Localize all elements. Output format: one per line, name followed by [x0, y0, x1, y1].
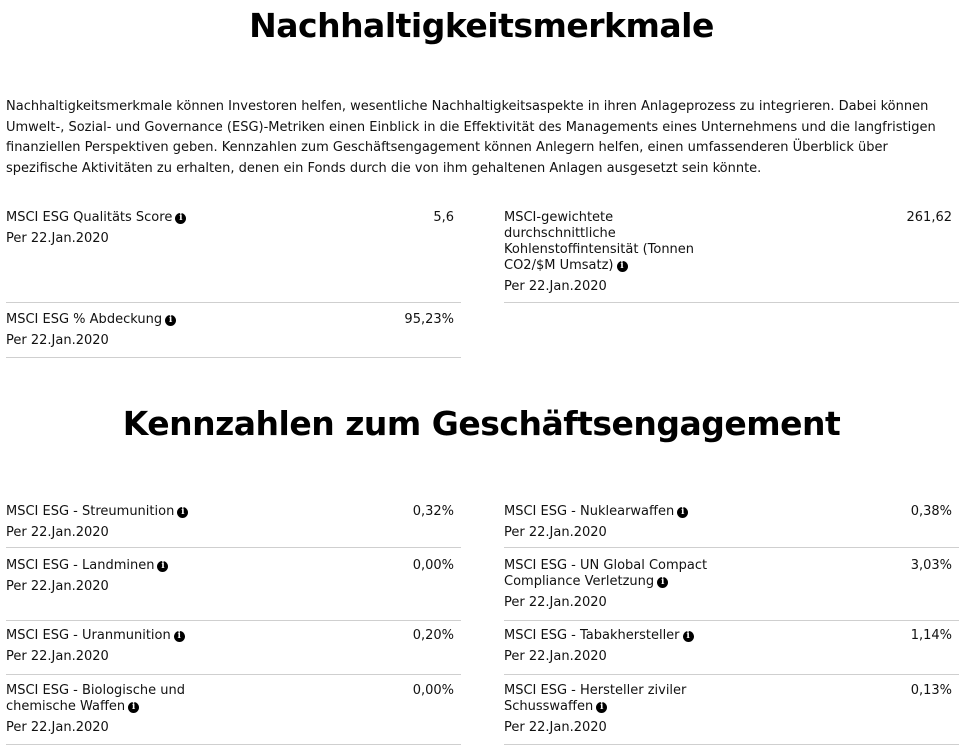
metric-carbon-intensity [504, 210, 959, 303]
metric-civilian-firearms [504, 683, 959, 745]
metric-date: Per 22.Jan.2020 [6, 525, 109, 540]
info-icon[interactable]: i [174, 631, 185, 642]
metric-value: 0,38% [910, 504, 952, 519]
intro-paragraph: Nachhaltigkeitsmerkmale können Investoren helfen, wesentliche Nachhaltigkeitsaspekte in ihren Anlageprozess zu integrieren. Dabei können Umwelt-, Sozial- und Governance (ESG)-Metriken einen Einblick in die Effektivität des Managements eines Unternehmens und die langfristigen finanziellen Perspektiven geben. Kennzahlen zum Geschäftsengagement können Anlegern helfen, einen umfassenderen Überblick über spezifische Aktivitäten zu erhalten, denen ein Fonds durch die von ihm gehaltenen Anlagen ausgesetzt sein könnte. [6, 99, 936, 176]
metric-value: 3,03% [910, 558, 952, 573]
metric-date: Per 22.Jan.2020 [504, 595, 607, 610]
info-icon[interactable]: i [128, 702, 139, 713]
metric-label: MSCI-gewichtete durchschnittliche Kohlenstoffintensität (Tonnen CO2/$M Umsatz) [504, 210, 695, 273]
info-icon[interactable]: i [596, 702, 607, 713]
info-icon[interactable]: i [683, 631, 694, 642]
metric-cluster-munitions [6, 504, 461, 548]
metric-label: MSCI ESG - Tabakhersteller [504, 628, 680, 643]
metric-label: MSCI ESG Qualitäts Score [6, 210, 173, 225]
metric-date: Per 22.Jan.2020 [6, 720, 109, 735]
metric-value: 0,32% [412, 504, 454, 519]
metric-label: MSCI ESG - Nuklearwaffen [504, 504, 675, 519]
metric-ungc-violation [504, 558, 959, 621]
metric-value: 0,20% [412, 628, 454, 643]
metric-label: MSCI ESG - Hersteller ziviler Schusswaffen [504, 683, 687, 714]
metric-value: 0,13% [910, 683, 952, 698]
metric-date: Per 22.Jan.2020 [6, 579, 109, 594]
metric-label: MSCI ESG % Abdeckung [6, 312, 163, 327]
metric-tobacco [504, 628, 959, 675]
info-icon[interactable]: i [177, 507, 188, 518]
metric-coverage [6, 312, 461, 358]
info-icon[interactable]: i [175, 213, 186, 224]
metric-value: 1,14% [910, 628, 952, 643]
metric-date: Per 22.Jan.2020 [504, 279, 607, 294]
metric-value: 95,23% [404, 312, 454, 327]
info-icon[interactable]: i [617, 261, 628, 272]
info-icon[interactable]: i [657, 577, 668, 588]
metric-label: MSCI ESG - Biologische und chemische Waffen [6, 683, 185, 714]
metric-label: MSCI ESG - UN Global Compact Compliance Verletzung [504, 558, 708, 589]
info-icon[interactable]: i [677, 507, 688, 518]
info-icon[interactable]: i [157, 561, 168, 572]
metric-label: MSCI ESG - Streumunition [6, 504, 175, 519]
metric-bio-chem-weapons [6, 683, 461, 745]
info-icon[interactable]: i [165, 315, 176, 326]
metric-value: 0,00% [412, 558, 454, 573]
metric-date: Per 22.Jan.2020 [504, 649, 607, 664]
metric-date: Per 22.Jan.2020 [504, 525, 607, 540]
metric-date: Per 22.Jan.2020 [6, 649, 109, 664]
metric-depleted-uranium [6, 628, 461, 675]
metric-value: 5,6 [433, 210, 454, 225]
metric-nuclear-weapons [504, 504, 959, 548]
metric-value: 0,00% [412, 683, 454, 698]
metric-label: MSCI ESG - Uranmunition [6, 628, 171, 643]
metric-date: Per 22.Jan.2020 [6, 231, 109, 246]
metric-label: MSCI ESG - Landminen [6, 558, 155, 573]
section-title-business-involvement: Kennzahlen zum Geschäftsengagement [122, 404, 841, 443]
metric-quality-score [6, 210, 461, 303]
metric-landmines [6, 558, 461, 621]
metric-value: 261,62 [906, 210, 952, 225]
section-title-sustainability: Nachhaltigkeitsmerkmale [249, 6, 714, 45]
metric-date: Per 22.Jan.2020 [6, 333, 109, 348]
metric-date: Per 22.Jan.2020 [504, 720, 607, 735]
